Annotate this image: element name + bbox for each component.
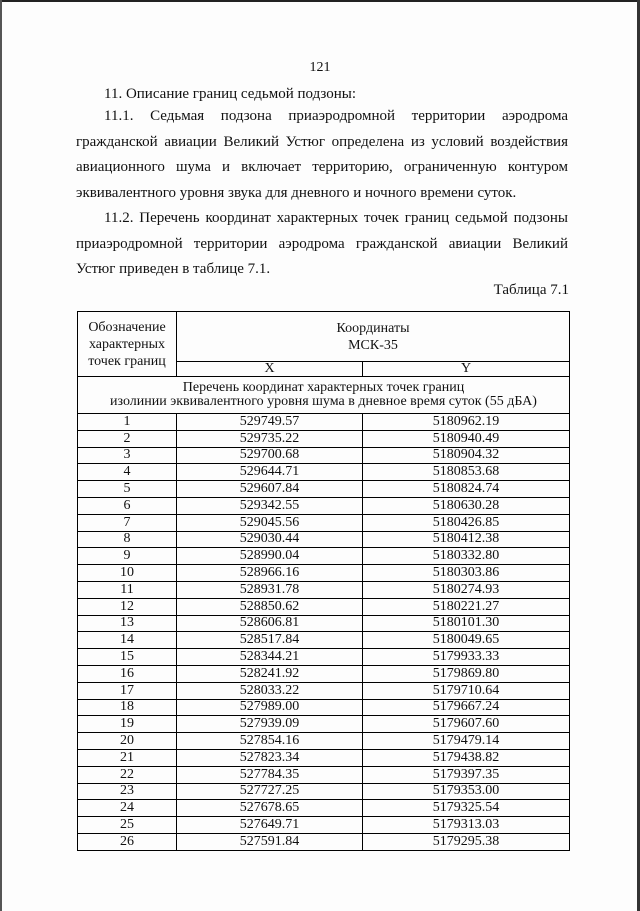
table-row bbox=[78, 598, 570, 615]
point-number: 12 bbox=[78, 598, 177, 615]
x-coordinate: 529030.44 bbox=[177, 531, 363, 548]
point-number: 10 bbox=[78, 565, 177, 582]
point-number: 1 bbox=[78, 414, 177, 431]
point-number: 15 bbox=[78, 649, 177, 666]
x-column-header: X bbox=[177, 362, 363, 377]
table-row bbox=[78, 464, 570, 481]
x-coordinate: 528241.92 bbox=[177, 665, 363, 682]
scan-border-top bbox=[0, 0, 640, 2]
point-number: 4 bbox=[78, 464, 177, 481]
table-row bbox=[78, 649, 570, 666]
table-row bbox=[78, 632, 570, 649]
y-coordinate: 5180426.85 bbox=[363, 514, 570, 531]
point-number: 17 bbox=[78, 682, 177, 699]
y-column-header: Y bbox=[363, 362, 570, 377]
point-number: 21 bbox=[78, 749, 177, 766]
y-coordinate: 5179353.00 bbox=[363, 783, 570, 800]
y-coordinate: 5180412.38 bbox=[363, 531, 570, 548]
table-section-row bbox=[78, 377, 570, 414]
x-coordinate: 527678.65 bbox=[177, 800, 363, 817]
point-number: 13 bbox=[78, 615, 177, 632]
point-number: 23 bbox=[78, 783, 177, 800]
point-number: 7 bbox=[78, 514, 177, 531]
x-coordinate: 527727.25 bbox=[177, 783, 363, 800]
table-row bbox=[78, 548, 570, 565]
point-column-header-text: Обозначение характерных точек границ bbox=[88, 319, 166, 369]
y-coordinate: 5179710.64 bbox=[363, 682, 570, 699]
x-coordinate: 529735.22 bbox=[177, 430, 363, 447]
y-coordinate: 5179438.82 bbox=[363, 749, 570, 766]
point-number: 25 bbox=[78, 817, 177, 834]
point-number: 18 bbox=[78, 699, 177, 716]
table-row bbox=[78, 733, 570, 750]
y-coordinate: 5179479.14 bbox=[363, 733, 570, 750]
table-row bbox=[78, 833, 570, 850]
point-number: 2 bbox=[78, 430, 177, 447]
x-coordinate: 527823.34 bbox=[177, 749, 363, 766]
scan-border-left bbox=[0, 0, 2, 911]
point-number: 14 bbox=[78, 632, 177, 649]
x-coordinate: 528990.04 bbox=[177, 548, 363, 565]
paragraph-11-1: 11.1. Седьмая подзона приаэродромной территории аэродрома гражданской авиации Великий Устюг определена из условий воздействия авиационного шума и включает территорию, ограниченную контуром эквивалентного уровня звука для дневного и ночного времени суток. bbox=[76, 108, 568, 201]
x-coordinate: 527939.09 bbox=[177, 716, 363, 733]
y-coordinate: 5180904.32 bbox=[363, 447, 570, 464]
section-title-line1: Перечень координат характерных точек границ bbox=[182, 380, 465, 395]
point-number: 5 bbox=[78, 481, 177, 498]
x-coordinate: 528850.62 bbox=[177, 598, 363, 615]
point-column-header bbox=[78, 312, 177, 377]
table-row bbox=[78, 749, 570, 766]
section-heading: 11. Описание границ седьмой подзоны: bbox=[104, 86, 356, 102]
x-coordinate: 529342.55 bbox=[177, 497, 363, 514]
page-number: 121 bbox=[309, 60, 331, 75]
point-number: 20 bbox=[78, 733, 177, 750]
y-coordinate: 5180630.28 bbox=[363, 497, 570, 514]
x-coordinate: 528931.78 bbox=[177, 581, 363, 598]
x-coordinate: 527784.35 bbox=[177, 766, 363, 783]
x-coordinate: 528517.84 bbox=[177, 632, 363, 649]
table-row bbox=[78, 514, 570, 531]
table-row bbox=[78, 531, 570, 548]
point-number: 8 bbox=[78, 531, 177, 548]
x-coordinate: 529644.71 bbox=[177, 464, 363, 481]
table-row bbox=[78, 766, 570, 783]
y-coordinate: 5179607.60 bbox=[363, 716, 570, 733]
point-number: 16 bbox=[78, 665, 177, 682]
y-coordinate: 5179869.80 bbox=[363, 665, 570, 682]
point-number: 6 bbox=[78, 497, 177, 514]
y-coordinate: 5180049.65 bbox=[363, 632, 570, 649]
section-title bbox=[78, 377, 570, 414]
table-row bbox=[78, 665, 570, 682]
y-coordinate: 5179295.38 bbox=[363, 833, 570, 850]
table-row bbox=[78, 430, 570, 447]
coords-header-line2: МСК-35 bbox=[348, 337, 398, 353]
table-row bbox=[78, 414, 570, 431]
table-row bbox=[78, 447, 570, 464]
table-row bbox=[78, 682, 570, 699]
table-row bbox=[78, 615, 570, 632]
y-coordinate: 5179313.03 bbox=[363, 817, 570, 834]
y-coordinate: 5180221.27 bbox=[363, 598, 570, 615]
x-coordinate: 529749.57 bbox=[177, 414, 363, 431]
y-coordinate: 5180101.30 bbox=[363, 615, 570, 632]
y-coordinate: 5180853.68 bbox=[363, 464, 570, 481]
y-coordinate: 5179667.24 bbox=[363, 699, 570, 716]
point-number: 24 bbox=[78, 800, 177, 817]
table-body bbox=[78, 414, 570, 851]
table-caption: Таблица 7.1 bbox=[493, 282, 569, 298]
y-coordinate: 5179933.33 bbox=[363, 649, 570, 666]
x-coordinate: 527854.16 bbox=[177, 733, 363, 750]
point-number: 3 bbox=[78, 447, 177, 464]
point-number: 11 bbox=[78, 581, 177, 598]
x-coordinate: 529607.84 bbox=[177, 481, 363, 498]
coords-header-line1: Координаты bbox=[336, 320, 410, 336]
point-number: 26 bbox=[78, 833, 177, 850]
x-coordinate: 529700.68 bbox=[177, 447, 363, 464]
table-row bbox=[78, 817, 570, 834]
table-row bbox=[78, 497, 570, 514]
paragraph-11-2: 11.2. Перечень координат характерных точек границ седьмой подзоны приаэродромной территории аэродрома гражданской авиации Великий Устюг приведен в таблице 7.1. bbox=[76, 210, 568, 277]
x-coordinate: 528966.16 bbox=[177, 565, 363, 582]
coords-column-header bbox=[177, 312, 570, 362]
table-row bbox=[78, 481, 570, 498]
point-number: 22 bbox=[78, 766, 177, 783]
section-title-line2: изолинии эквивалентного уровня шума в дневное время суток (55 дБА) bbox=[110, 394, 537, 409]
x-coordinate: 529045.56 bbox=[177, 514, 363, 531]
y-coordinate: 5180824.74 bbox=[363, 481, 570, 498]
x-coordinate: 527989.00 bbox=[177, 699, 363, 716]
table-row bbox=[78, 565, 570, 582]
x-coordinate: 527591.84 bbox=[177, 833, 363, 850]
table-header-row bbox=[78, 312, 570, 362]
x-coordinate: 528606.81 bbox=[177, 615, 363, 632]
y-coordinate: 5179325.54 bbox=[363, 800, 570, 817]
x-coordinate: 528344.21 bbox=[177, 649, 363, 666]
table-row bbox=[78, 581, 570, 598]
y-coordinate: 5180940.49 bbox=[363, 430, 570, 447]
y-coordinate: 5179397.35 bbox=[363, 766, 570, 783]
y-coordinate: 5180332.80 bbox=[363, 548, 570, 565]
y-coordinate: 5180962.19 bbox=[363, 414, 570, 431]
point-number: 19 bbox=[78, 716, 177, 733]
x-coordinate: 528033.22 bbox=[177, 682, 363, 699]
table-row bbox=[78, 800, 570, 817]
coordinates-table bbox=[77, 311, 570, 851]
table-row bbox=[78, 716, 570, 733]
x-coordinate: 527649.71 bbox=[177, 817, 363, 834]
point-number: 9 bbox=[78, 548, 177, 565]
y-coordinate: 5180303.86 bbox=[363, 565, 570, 582]
table-row bbox=[78, 699, 570, 716]
y-coordinate: 5180274.93 bbox=[363, 581, 570, 598]
table-row bbox=[78, 783, 570, 800]
